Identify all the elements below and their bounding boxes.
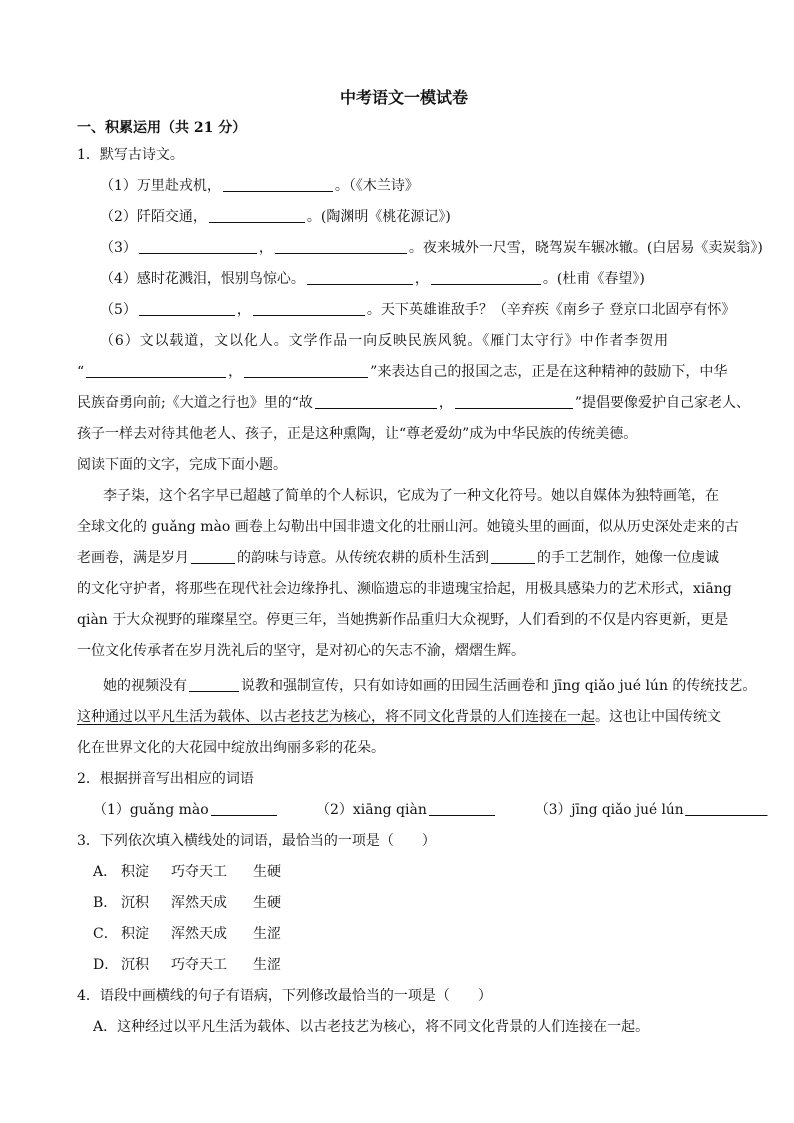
option-word: 积淀 bbox=[121, 864, 149, 880]
answer-blank[interactable] bbox=[244, 363, 368, 378]
answer-blank[interactable] bbox=[253, 301, 365, 316]
passage-text: 她的视频没有 bbox=[103, 678, 187, 694]
answer-blank[interactable] bbox=[139, 301, 235, 316]
quote-open: “ bbox=[77, 364, 85, 380]
answer-blank[interactable] bbox=[686, 801, 768, 816]
q3-option-b[interactable] bbox=[93, 893, 281, 913]
answer-blank[interactable] bbox=[307, 270, 413, 285]
passage-text: 的手工艺制作，她像一位虔诚 bbox=[537, 550, 719, 566]
question-text: 下列依次填入横线处的词语，最恰当的一项是（ ） bbox=[99, 833, 436, 849]
option-word: 浑然天成 bbox=[171, 895, 227, 911]
option-word: 生涩 bbox=[253, 957, 281, 973]
q4-option-a[interactable] bbox=[93, 1017, 649, 1037]
item-label: （6） bbox=[100, 333, 140, 349]
q1-item-4 bbox=[100, 269, 645, 289]
item-sep: ， bbox=[438, 395, 453, 411]
item-text: ”来表达自己的报国之志，正是在这种精神的鼓励下，中华 bbox=[370, 364, 728, 380]
question-number: 4． bbox=[77, 988, 100, 1004]
item-source: 。(杜甫《春望》) bbox=[542, 271, 645, 287]
item-text: 民族奋勇向前;《大道之行也》里的“故 bbox=[77, 395, 313, 411]
item-text: 感时花溅泪，恨别鸟惊心。 bbox=[136, 271, 305, 287]
option-label: C． bbox=[93, 926, 118, 942]
option-label: A． bbox=[93, 1019, 118, 1035]
question-3-stem bbox=[77, 831, 436, 851]
pinyin-label: （2）xiāng qiàn bbox=[316, 802, 427, 818]
question-number: 1． bbox=[77, 147, 100, 163]
answer-blank[interactable] bbox=[275, 239, 407, 254]
passage-line: 的文化守护者，将那些在现代社会边缘挣扎、濒临遗忘的非遗瑰宝拾起，用极具感染力的艺术形式，xiāng bbox=[77, 581, 732, 597]
q1-item-2 bbox=[100, 207, 451, 227]
q1-item-6-line1 bbox=[100, 331, 669, 351]
option-word: 生涩 bbox=[253, 926, 281, 942]
option-text: 这种经过以平凡生活为载体、以古老技艺为核心，将不同文化背景的人们连接在一起。 bbox=[117, 1019, 650, 1035]
answer-blank[interactable] bbox=[455, 394, 573, 409]
item-text: 文以载道，文以化人。文学作品一向反映民族风貌。《雁门太守行》中作者李贺用 bbox=[139, 333, 670, 349]
question-text: 默写古诗文。 bbox=[99, 147, 184, 163]
answer-blank[interactable] bbox=[429, 801, 495, 816]
item-label: （1） bbox=[100, 178, 137, 194]
passage-text: 说教和强制宣传，只有如诗如画的田园生活画卷和 jīng qiǎo jué lún 的传统技艺。 bbox=[241, 678, 757, 694]
item-source: 。（《木兰诗》 bbox=[334, 178, 419, 194]
item-text: ”提倡要像爱护自己家老人、 bbox=[574, 395, 751, 411]
passage-text: 老画卷，满是岁月 bbox=[77, 550, 189, 566]
option-word: 巧夺天工 bbox=[171, 957, 227, 973]
q1-item-6-line3 bbox=[77, 393, 750, 413]
pinyin-label: （3）jīng qiǎo jué lún bbox=[535, 802, 684, 818]
item-sep: ， bbox=[236, 302, 251, 318]
option-word: 积淀 bbox=[121, 926, 149, 942]
reading-intro: 阅读下面的文字，完成下面小题。 bbox=[77, 457, 287, 473]
option-label: A． bbox=[93, 864, 118, 880]
answer-blank[interactable] bbox=[315, 394, 437, 409]
item-text: 阡陌交通， bbox=[136, 209, 207, 225]
item-sep: ， bbox=[414, 271, 429, 287]
q1-item-1 bbox=[100, 176, 419, 196]
q1-item-6-line4: 孩子一样去对待其他老人、孩子，正是这种熏陶，让“尊老爱幼”成为中华民族的传统美德。 bbox=[77, 426, 638, 442]
question-1-stem bbox=[77, 145, 184, 165]
answer-blank[interactable] bbox=[223, 177, 333, 192]
item-label: （2） bbox=[100, 209, 137, 225]
option-word: 沉积 bbox=[121, 895, 149, 911]
item-label: （4） bbox=[100, 271, 137, 287]
item-label: （5） bbox=[100, 302, 137, 318]
option-word: 生硬 bbox=[253, 895, 281, 911]
q1-item-6-line2 bbox=[77, 362, 727, 382]
item-label: （3） bbox=[100, 240, 137, 256]
answer-blank[interactable] bbox=[209, 208, 305, 223]
underlined-sentence: 这种通过以平凡生活为载体、以古老技艺为核心，将不同文化背景的人们连接在一起 bbox=[77, 709, 595, 725]
passage-text: 。这也让中国传统文 bbox=[595, 709, 721, 725]
question-number: 3． bbox=[77, 833, 100, 849]
option-word: 浑然天成 bbox=[171, 926, 227, 942]
item-sep: ， bbox=[228, 364, 243, 380]
q1-item-3 bbox=[100, 238, 763, 258]
answer-blank[interactable] bbox=[191, 549, 235, 564]
answer-blank[interactable] bbox=[431, 270, 541, 285]
item-source: 。夜来城外一尺雪，晓驾炭车辗冰辙。(白居易《卖炭翁》) bbox=[408, 240, 763, 256]
passage-line: 一位文化传承者在岁月洗礼后的坚守，是对初心的矢志不渝，熠熠生辉。 bbox=[77, 643, 525, 659]
question-2-stem bbox=[77, 769, 254, 789]
passage-line: 化在世界文化的大花园中绽放出绚丽多彩的花朵。 bbox=[77, 740, 385, 756]
passage-line: 全球文化的 guǎng mào 画卷上勾勒出中国非遗文化的壮丽山河。她镜头里的画面，似从历史深处走来的古 bbox=[77, 519, 739, 535]
q3-option-c[interactable] bbox=[93, 924, 281, 944]
option-word: 巧夺天工 bbox=[171, 864, 227, 880]
pinyin-label: （1）guǎng mào bbox=[93, 802, 209, 818]
answer-blank[interactable] bbox=[86, 363, 226, 378]
passage-line bbox=[103, 676, 756, 696]
passage-text: 的韵味与诗意。从传统农耕的质朴生活到 bbox=[237, 550, 489, 566]
answer-blank[interactable] bbox=[189, 677, 239, 692]
q1-item-5 bbox=[100, 300, 735, 320]
q2-item-2 bbox=[316, 800, 497, 820]
item-source: 。天下英雄谁敌手？（辛弃疾《南乡子 登京口北固亭有怀》 bbox=[366, 302, 736, 318]
passage-line bbox=[77, 707, 721, 727]
passage-line bbox=[77, 548, 719, 568]
question-text: 根据拼音写出相应的词语 bbox=[99, 771, 254, 787]
option-label: B． bbox=[93, 895, 118, 911]
option-word: 沉积 bbox=[121, 957, 149, 973]
option-word: 生硬 bbox=[253, 864, 281, 880]
page-title: 中考语文一模试卷 bbox=[340, 88, 469, 107]
item-sep: ， bbox=[258, 240, 273, 256]
q3-option-a[interactable] bbox=[93, 862, 281, 882]
item-source: 。(陶渊明《桃花源记》) bbox=[306, 209, 451, 225]
question-text: 语段中画横线的句子有语病，下列修改最恰当的一项是（ ） bbox=[99, 988, 492, 1004]
item-text: 万里赴戎机， bbox=[136, 178, 221, 194]
answer-blank[interactable] bbox=[491, 549, 535, 564]
passage-line: qiàn 于大众视野的璀璨星空。停更三年，当她携新作品重归大众视野，人们看到的不仅是内容更新，更是 bbox=[77, 612, 729, 628]
q3-option-d[interactable] bbox=[93, 955, 281, 975]
answer-blank[interactable] bbox=[139, 239, 257, 254]
section-heading: 一、积累运用（共 21 分） bbox=[77, 120, 247, 136]
option-label: D． bbox=[93, 957, 119, 973]
question-number: 2． bbox=[77, 771, 100, 787]
q2-item-1 bbox=[93, 800, 279, 820]
answer-blank[interactable] bbox=[211, 801, 277, 816]
passage-line: 李子柒，这个名字早已超越了简单的个人标识，它成为了一种文化符号。她以自媒体为独特画笔，在 bbox=[103, 488, 719, 504]
q2-item-3 bbox=[535, 800, 770, 820]
question-4-stem bbox=[77, 986, 492, 1006]
